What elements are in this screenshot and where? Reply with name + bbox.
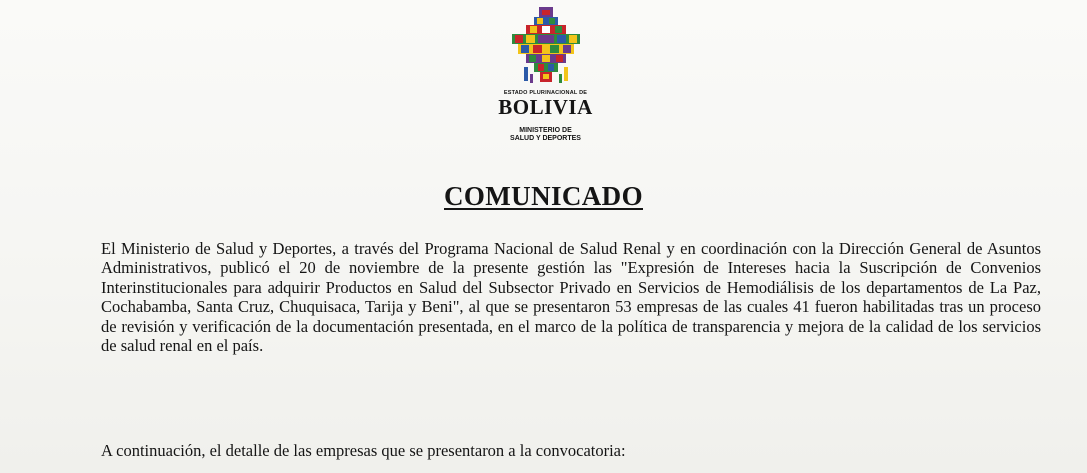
intro-line: A continuación, el detalle de las empresas que se presentaron a la convocatoria:: [101, 441, 626, 460]
country-name: BOLIVIA: [498, 95, 593, 119]
ministry-logo: [488, 6, 603, 143]
ministry-name: [488, 127, 603, 143]
body-paragraph: El Ministerio de Salud y Deportes, a través del Programa Nacional de Salud Renal y en coordinación con la Dirección General de Asuntos Administrativos, publicó el 20 de noviembre de la presente gestión las "Expresión de Intereses hacia la Suscripción de Convenios Interinstitucionales para adquirir Productos en Salud del Subsector Privado en Servicios de Hemodiálisis de los departamentos de La Paz, Cochabamba, Santa Cruz, Chuquisaca, Tarija y Beni", al que se presentaron 53 empresas de las cuales 41 fueron habilitadas tras un proceso de revisión y verificación de la documentación presentada, en el marco de la política de transparencia y mejora de la calidad de los servicios de salud renal en el país.: [101, 239, 1041, 356]
state-line: ESTADO PLURINACIONAL DE: [503, 90, 588, 96]
ministry-line-1: MINISTERIO DE: [519, 127, 572, 134]
title-text: COMUNICADO: [444, 181, 643, 211]
ministry-line-2: SALUD Y DEPORTES: [510, 135, 581, 142]
bolivia-emblem-icon: [504, 6, 588, 90]
document-title: [0, 181, 1087, 212]
